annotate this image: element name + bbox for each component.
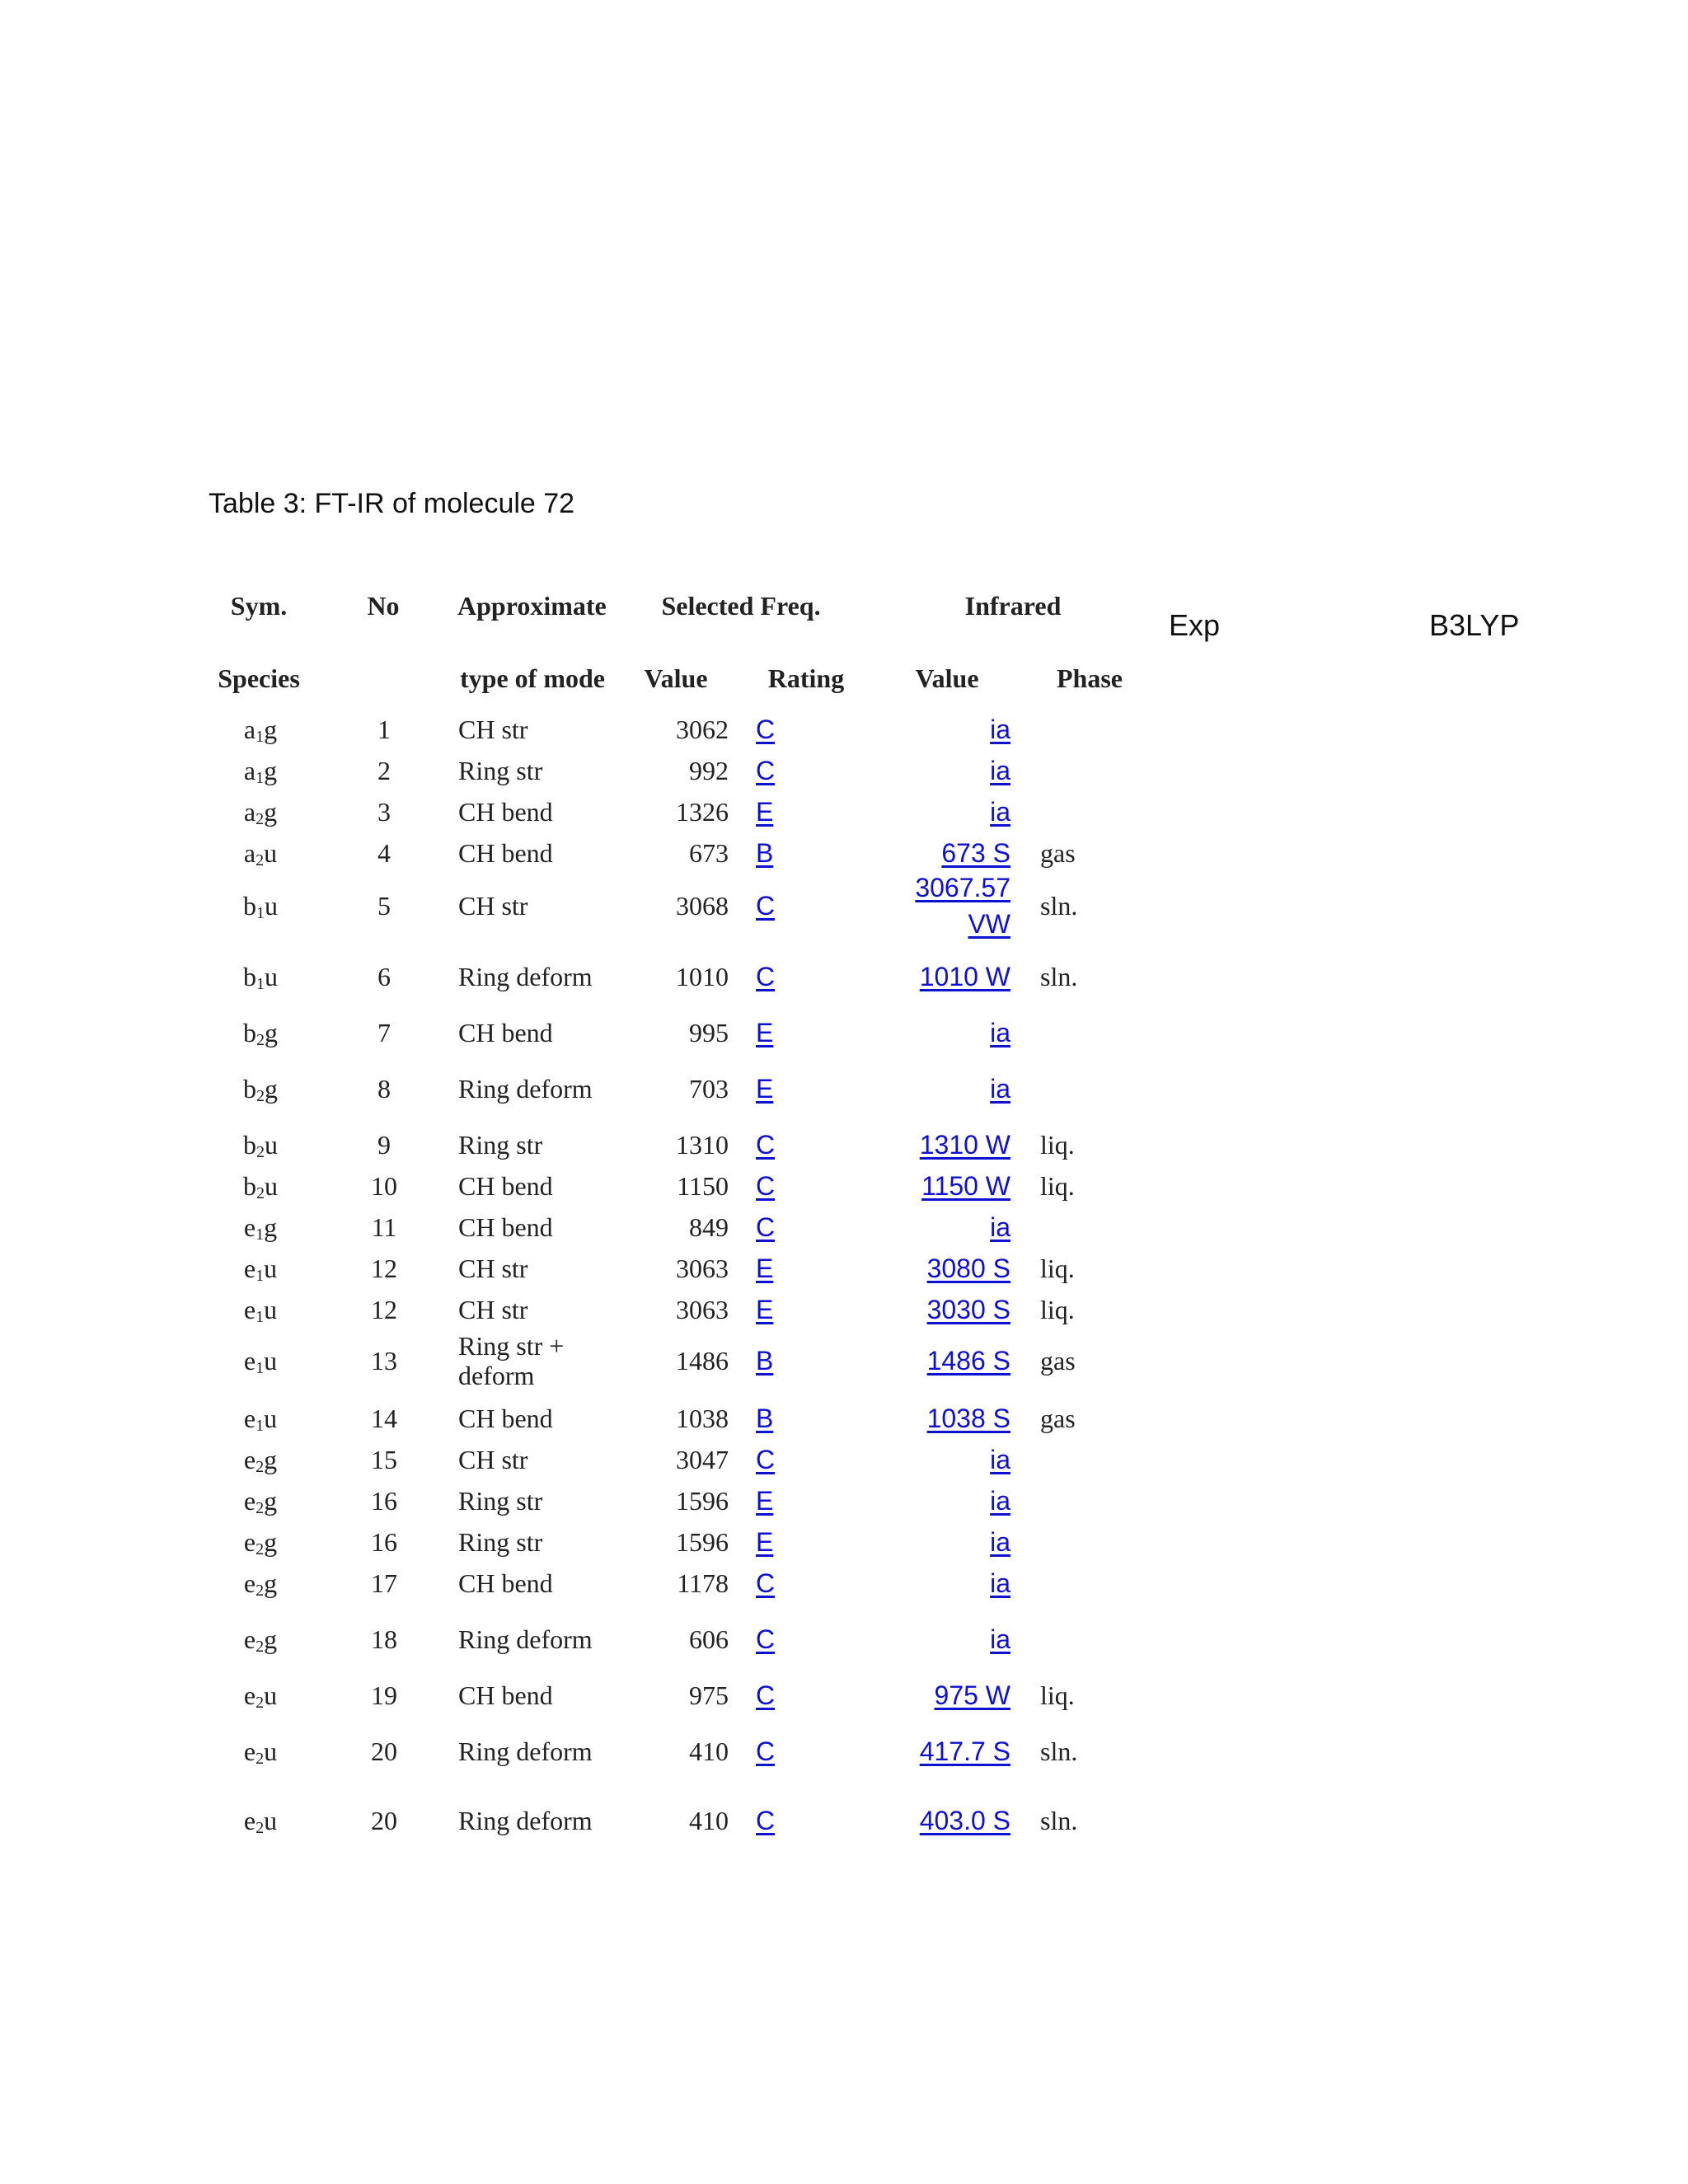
selected-value: 3063 bbox=[676, 1254, 729, 1283]
species-subscript: 2 bbox=[256, 1819, 265, 1837]
species-base: e bbox=[243, 1212, 256, 1242]
selected-value: 995 bbox=[689, 1018, 729, 1047]
species-cell bbox=[243, 1172, 278, 1202]
selected-value: 1326 bbox=[676, 797, 729, 827]
infrared-value-link[interactable]: ia bbox=[990, 797, 1010, 827]
species-cell bbox=[243, 1131, 278, 1161]
header-rating: Rating bbox=[767, 663, 845, 693]
rating-link[interactable]: B bbox=[756, 1346, 774, 1376]
header-sym: Sym. bbox=[230, 591, 288, 621]
mode-type: CH bend bbox=[458, 1212, 553, 1242]
species-subscript: 1 bbox=[256, 1308, 265, 1326]
selected-value: 1486 bbox=[676, 1346, 729, 1376]
rating-link[interactable]: C bbox=[756, 1680, 776, 1710]
header-species: Species bbox=[218, 663, 300, 693]
header-phase: Phase bbox=[1057, 663, 1123, 693]
species-base: b bbox=[243, 1171, 256, 1201]
species-base: b bbox=[243, 1074, 256, 1104]
selected-value: 1010 bbox=[676, 962, 729, 991]
rating-link[interactable]: C bbox=[756, 1445, 776, 1474]
mode-type: CH bend bbox=[458, 1404, 553, 1433]
infrared-value-link[interactable]: 3030 S bbox=[926, 1295, 1010, 1324]
species-cell bbox=[244, 1296, 277, 1326]
species-base: e bbox=[243, 1624, 256, 1654]
mode-number: 18 bbox=[371, 1624, 397, 1654]
mode-number: 16 bbox=[371, 1486, 397, 1516]
species-subscript: 1 bbox=[256, 1359, 265, 1377]
infrared-value-link[interactable]: 403.0 S bbox=[919, 1806, 1010, 1835]
species-base: b bbox=[243, 1018, 256, 1047]
mode-number: 3 bbox=[377, 797, 391, 827]
mode-number: 11 bbox=[371, 1212, 397, 1242]
species-subscript: 1 bbox=[256, 904, 265, 922]
rating-link[interactable]: B bbox=[756, 838, 774, 868]
species-subscript: 2 bbox=[256, 1031, 265, 1049]
selected-value: 975 bbox=[689, 1680, 729, 1710]
species-tail: u bbox=[265, 962, 278, 991]
header-ir-value: Value bbox=[915, 663, 979, 693]
mode-number: 5 bbox=[377, 891, 391, 921]
mode-type: CH str bbox=[458, 891, 528, 921]
mode-number: 6 bbox=[377, 962, 391, 991]
rating-link[interactable]: C bbox=[756, 1130, 776, 1160]
selected-value: 3047 bbox=[676, 1445, 729, 1474]
species-cell bbox=[243, 963, 278, 993]
species-tail: g bbox=[265, 1074, 278, 1104]
infrared-value-link[interactable]: ia bbox=[990, 715, 1010, 744]
mode-number: 1 bbox=[377, 715, 391, 744]
species-base: e bbox=[243, 1404, 256, 1433]
species-base: e bbox=[243, 1568, 256, 1598]
species-base: e bbox=[243, 1680, 256, 1710]
mode-type: CH bend bbox=[458, 1568, 553, 1598]
infrared-value-link[interactable]: ia bbox=[990, 1527, 1010, 1557]
mode-number: 12 bbox=[371, 1254, 397, 1283]
phase-cell: sln. bbox=[1040, 1736, 1078, 1766]
selected-value: 673 bbox=[689, 838, 729, 868]
infrared-value-link[interactable]: ia bbox=[990, 1445, 1010, 1474]
phase-cell: liq. bbox=[1040, 1680, 1075, 1710]
species-base: e bbox=[243, 1295, 256, 1324]
phase-cell: liq. bbox=[1040, 1254, 1075, 1283]
species-base: e bbox=[243, 1445, 256, 1474]
selected-value: 1596 bbox=[676, 1486, 729, 1516]
species-subscript: 2 bbox=[256, 1143, 265, 1161]
mode-type: CH bend bbox=[458, 1680, 553, 1710]
phase-cell: sln. bbox=[1040, 891, 1078, 921]
species-tail: u bbox=[264, 1254, 278, 1283]
rating-link[interactable]: C bbox=[756, 1171, 776, 1201]
species-cell bbox=[244, 1404, 277, 1435]
species-tail: g bbox=[264, 756, 278, 785]
mode-number: 2 bbox=[377, 756, 391, 785]
species-cell bbox=[243, 1075, 278, 1105]
species-base: a bbox=[243, 715, 256, 744]
rating-link[interactable]: E bbox=[756, 1018, 774, 1047]
rating-link[interactable]: C bbox=[756, 1212, 776, 1242]
mode-type: CH bend bbox=[458, 1018, 553, 1047]
rating-link[interactable]: E bbox=[756, 1527, 774, 1557]
species-tail: g bbox=[264, 715, 278, 744]
species-tail: u bbox=[264, 1346, 278, 1376]
rating-link[interactable]: C bbox=[756, 891, 776, 921]
species-base: e bbox=[243, 1527, 256, 1557]
header-type-of-mode: type of mode bbox=[460, 663, 605, 693]
table-title: Table 3: FT-IR of molecule 72 bbox=[209, 488, 575, 519]
mode-number: 20 bbox=[371, 1806, 397, 1835]
infrared-value-link[interactable]: ia bbox=[990, 1486, 1010, 1516]
species-subscript: 1 bbox=[256, 1267, 265, 1285]
mode-number: 8 bbox=[377, 1074, 391, 1104]
selected-value: 1596 bbox=[676, 1527, 729, 1557]
mode-type: CH str bbox=[458, 1254, 528, 1283]
mode-type: Ring deform bbox=[458, 1736, 593, 1766]
selected-value: 703 bbox=[689, 1074, 729, 1104]
mode-type: CH str bbox=[458, 1295, 528, 1324]
rating-link[interactable]: B bbox=[756, 1404, 774, 1433]
species-tail: g bbox=[264, 1527, 278, 1557]
mode-type: CH str bbox=[458, 1445, 528, 1474]
species-tail: u bbox=[265, 1130, 278, 1160]
selected-value: 3063 bbox=[676, 1295, 729, 1324]
species-base: e bbox=[243, 1254, 256, 1283]
rating-link[interactable]: C bbox=[756, 962, 776, 991]
species-cell bbox=[244, 1737, 277, 1768]
b3lyp-label: B3LYP bbox=[1429, 608, 1520, 642]
species-cell bbox=[244, 1569, 277, 1600]
selected-value: 3068 bbox=[676, 891, 729, 921]
mode-type: CH bend bbox=[458, 1171, 553, 1201]
species-cell bbox=[244, 1681, 277, 1712]
rating-link[interactable]: E bbox=[756, 1486, 774, 1516]
infrared-value-link-continued[interactable]: VW bbox=[968, 909, 1010, 939]
species-base: a bbox=[243, 756, 256, 785]
phase-cell: liq. bbox=[1040, 1130, 1075, 1160]
mode-type-continued: deform bbox=[458, 1361, 535, 1390]
species-subscript: 2 bbox=[256, 1694, 265, 1712]
species-subscript: 1 bbox=[256, 1417, 265, 1435]
species-tail: g bbox=[265, 1018, 278, 1047]
species-subscript: 2 bbox=[256, 1184, 265, 1202]
rating-link[interactable]: C bbox=[756, 1736, 776, 1766]
infrared-value-link[interactable]: 3080 S bbox=[926, 1254, 1010, 1283]
infrared-value-link[interactable]: 417.7 S bbox=[919, 1736, 1010, 1766]
exp-label: Exp bbox=[1169, 608, 1221, 642]
phase-cell: sln. bbox=[1040, 1806, 1078, 1835]
header-no: No bbox=[367, 591, 400, 621]
mode-number: 16 bbox=[371, 1527, 397, 1557]
mode-number: 4 bbox=[377, 838, 391, 868]
species-tail: u bbox=[264, 1404, 278, 1433]
rating-link[interactable]: C bbox=[756, 1624, 776, 1654]
species-subscript: 2 bbox=[256, 1638, 265, 1656]
species-tail: u bbox=[265, 891, 278, 921]
species-subscript: 2 bbox=[256, 1087, 265, 1105]
phase-cell: gas bbox=[1040, 1346, 1076, 1376]
mode-number: 9 bbox=[377, 1130, 391, 1160]
rating-link[interactable]: E bbox=[756, 1295, 774, 1324]
selected-value: 1310 bbox=[676, 1130, 729, 1160]
species-tail: u bbox=[264, 1295, 278, 1324]
species-cell bbox=[244, 1347, 277, 1377]
infrared-value-link[interactable]: ia bbox=[990, 1018, 1010, 1047]
mode-type: Ring deform bbox=[458, 962, 593, 991]
selected-value: 3062 bbox=[676, 715, 729, 744]
species-subscript: 2 bbox=[256, 810, 265, 828]
species-cell bbox=[244, 798, 277, 828]
species-cell bbox=[243, 1019, 278, 1049]
selected-value: 1150 bbox=[677, 1171, 729, 1201]
mode-number: 13 bbox=[371, 1346, 397, 1376]
species-subscript: 2 bbox=[256, 1750, 265, 1768]
infrared-value-link[interactable]: ia bbox=[990, 1568, 1010, 1598]
species-cell bbox=[244, 1807, 277, 1837]
infrared-value-link[interactable]: 3067.57 bbox=[915, 873, 1010, 902]
mode-type: Ring deform bbox=[458, 1806, 593, 1835]
mode-type: Ring str bbox=[458, 1486, 543, 1516]
species-cell bbox=[244, 1487, 277, 1517]
infrared-value-link[interactable]: 975 W bbox=[934, 1680, 1010, 1710]
rating-link[interactable]: C bbox=[756, 756, 776, 785]
species-tail: u bbox=[264, 1736, 278, 1766]
species-cell bbox=[244, 715, 277, 746]
species-tail: u bbox=[264, 1680, 278, 1710]
header-infrared: Infrared bbox=[964, 591, 1062, 621]
species-base: b bbox=[243, 1130, 256, 1160]
mode-number: 19 bbox=[371, 1680, 397, 1710]
selected-value: 410 bbox=[689, 1736, 729, 1766]
infrared-value-link[interactable]: ia bbox=[990, 1624, 1010, 1654]
species-base: e bbox=[243, 1736, 256, 1766]
rating-link[interactable]: C bbox=[756, 1806, 776, 1835]
species-cell bbox=[244, 1213, 277, 1244]
selected-value: 1178 bbox=[677, 1568, 729, 1598]
mode-type: Ring str + bbox=[458, 1331, 565, 1361]
species-cell bbox=[244, 757, 277, 787]
mode-type: Ring str bbox=[458, 1130, 543, 1160]
species-subscript: 2 bbox=[256, 1540, 265, 1558]
species-subscript: 2 bbox=[256, 1458, 265, 1476]
infrared-value-link[interactable]: 1010 W bbox=[919, 962, 1010, 991]
species-tail: g bbox=[264, 1624, 278, 1654]
mode-number: 7 bbox=[377, 1018, 391, 1047]
infrared-value-link[interactable]: 1038 S bbox=[926, 1404, 1010, 1433]
mode-type: Ring deform bbox=[458, 1624, 593, 1654]
mode-type: CH bend bbox=[458, 838, 553, 868]
mode-number: 12 bbox=[371, 1295, 397, 1324]
header-approximate: Approximate bbox=[457, 591, 607, 621]
species-subscript: 1 bbox=[256, 1226, 265, 1244]
mode-type: CH str bbox=[458, 715, 528, 744]
selected-value: 1038 bbox=[676, 1404, 729, 1433]
infrared-value-link[interactable]: 1486 S bbox=[926, 1346, 1010, 1376]
species-cell bbox=[244, 1625, 277, 1656]
mode-number: 17 bbox=[371, 1568, 397, 1598]
selected-value: 410 bbox=[689, 1806, 729, 1835]
rating-link[interactable]: E bbox=[756, 1074, 774, 1104]
species-tail: u bbox=[264, 1806, 278, 1835]
species-base: e bbox=[243, 1346, 256, 1376]
selected-value: 606 bbox=[689, 1624, 729, 1654]
header-selected-freq: Selected Freq. bbox=[661, 591, 821, 621]
infrared-value-link[interactable]: 1310 W bbox=[919, 1130, 1010, 1160]
species-subscript: 2 bbox=[256, 1582, 265, 1600]
species-subscript: 1 bbox=[256, 975, 265, 993]
species-cell bbox=[243, 892, 278, 922]
mode-number: 14 bbox=[371, 1404, 397, 1433]
mode-type: Ring str bbox=[458, 756, 543, 785]
species-tail: u bbox=[265, 1171, 278, 1201]
rating-link[interactable]: E bbox=[756, 1254, 774, 1283]
species-base: e bbox=[243, 1486, 256, 1516]
species-base: a bbox=[243, 797, 256, 827]
mode-number: 20 bbox=[371, 1736, 397, 1766]
mode-type: CH bend bbox=[458, 797, 553, 827]
species-base: a bbox=[243, 838, 256, 868]
phase-cell: gas bbox=[1040, 1404, 1076, 1433]
species-subscript: 2 bbox=[256, 1499, 265, 1517]
species-tail: g bbox=[264, 1486, 278, 1516]
selected-value: 992 bbox=[689, 756, 729, 785]
species-subscript: 1 bbox=[256, 769, 265, 787]
phase-cell: liq. bbox=[1040, 1295, 1075, 1324]
species-cell bbox=[244, 1254, 277, 1285]
species-subscript: 1 bbox=[256, 728, 265, 746]
species-cell bbox=[244, 1528, 277, 1558]
mode-type: Ring deform bbox=[458, 1074, 593, 1104]
selected-value: 849 bbox=[689, 1212, 729, 1242]
infrared-value-link[interactable]: ia bbox=[990, 1074, 1010, 1104]
species-base: b bbox=[243, 891, 256, 921]
species-tail: g bbox=[264, 797, 278, 827]
species-tail: u bbox=[264, 838, 278, 868]
phase-cell: sln. bbox=[1040, 962, 1078, 991]
header-value: Value bbox=[644, 663, 708, 693]
infrared-value-link[interactable]: 1150 W bbox=[921, 1171, 1010, 1201]
infrared-value-link[interactable]: 673 S bbox=[941, 838, 1010, 868]
mode-number: 15 bbox=[371, 1445, 397, 1474]
rating-link[interactable]: C bbox=[756, 1568, 776, 1598]
species-tail: g bbox=[264, 1445, 278, 1474]
rating-link[interactable]: C bbox=[756, 715, 776, 744]
species-subscript: 2 bbox=[256, 851, 265, 869]
rating-link[interactable]: E bbox=[756, 797, 774, 827]
mode-number: 10 bbox=[371, 1171, 397, 1201]
species-cell bbox=[244, 839, 277, 869]
species-base: e bbox=[243, 1806, 256, 1835]
phase-cell: liq. bbox=[1040, 1171, 1075, 1201]
species-tail: g bbox=[264, 1568, 278, 1598]
infrared-value-link[interactable]: ia bbox=[990, 1212, 1010, 1242]
species-tail: g bbox=[264, 1212, 278, 1242]
phase-cell: gas bbox=[1040, 838, 1076, 868]
mode-type: Ring str bbox=[458, 1527, 543, 1557]
infrared-value-link[interactable]: ia bbox=[990, 756, 1010, 785]
species-base: b bbox=[243, 962, 256, 991]
species-cell bbox=[244, 1446, 277, 1476]
